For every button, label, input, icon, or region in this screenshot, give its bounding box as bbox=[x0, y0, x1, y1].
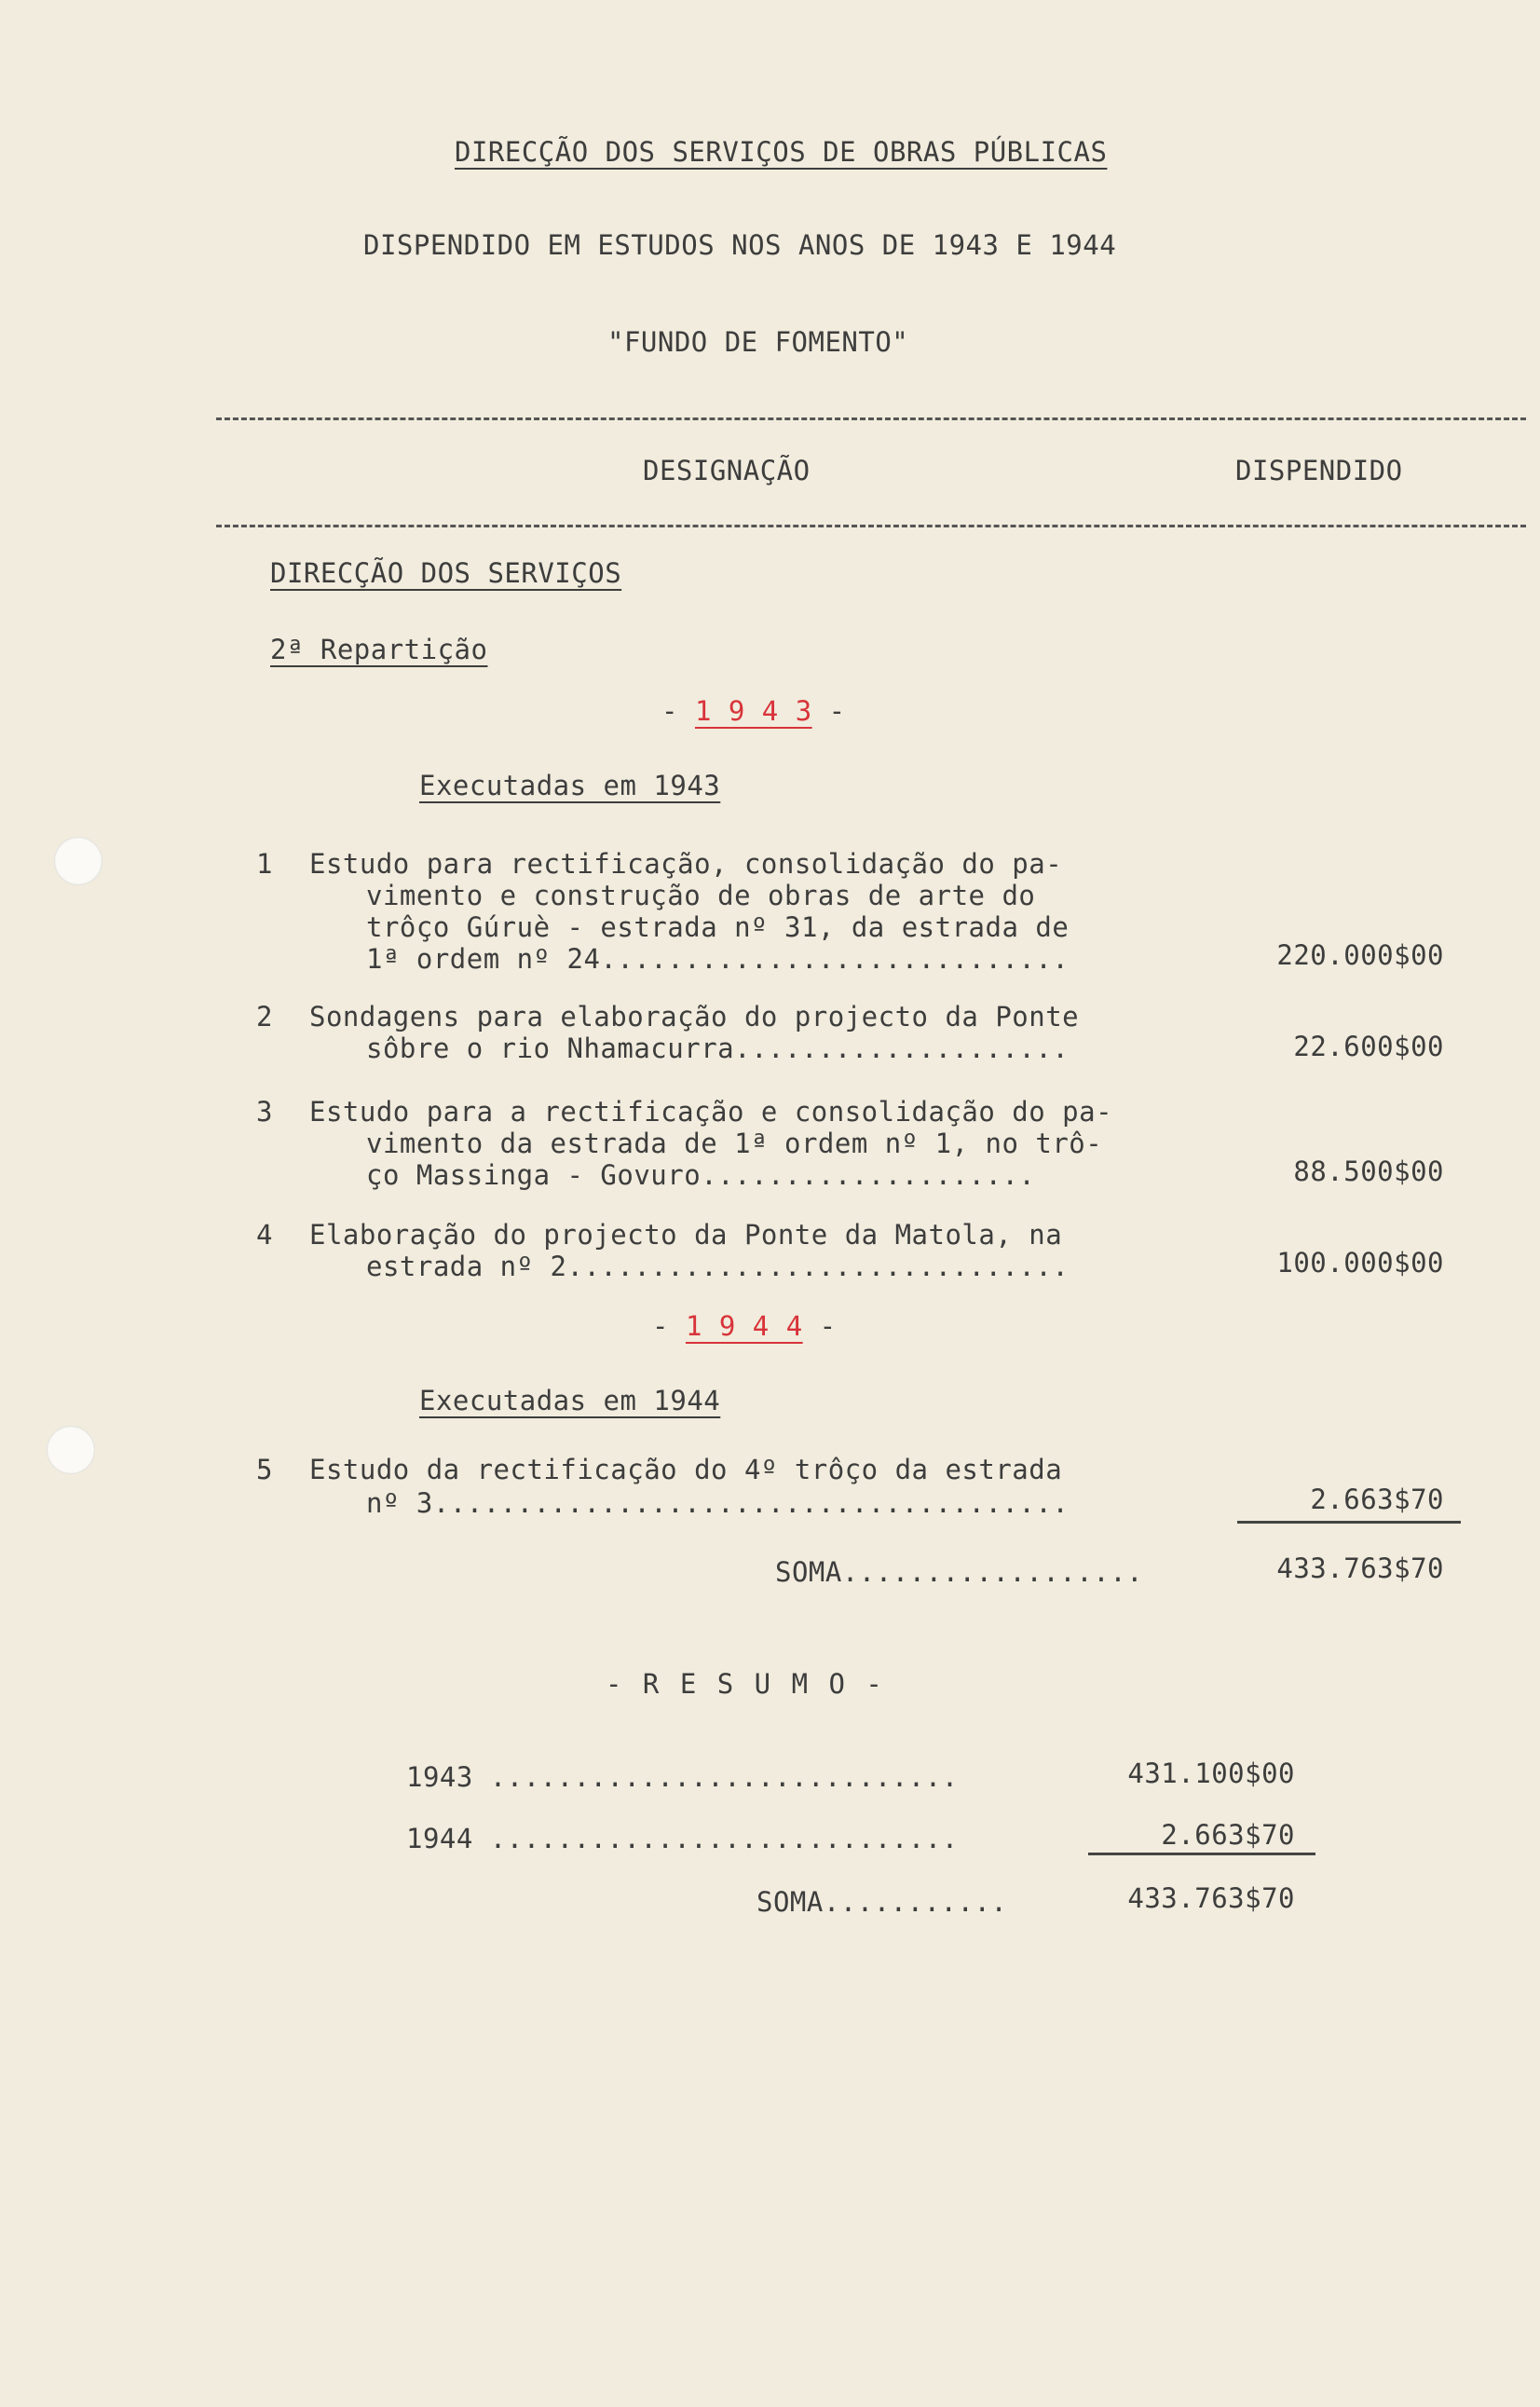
year-heading-1943: - 1 9 4 3 - bbox=[661, 695, 846, 727]
column-header-designation: DESIGNAÇÃO bbox=[643, 455, 811, 486]
year-heading-1944: - 1 9 4 4 - bbox=[652, 1310, 837, 1342]
total-label: SOMA.................. bbox=[775, 1556, 1144, 1588]
table-top-rule bbox=[216, 417, 1526, 420]
item-number: 4 bbox=[256, 1219, 273, 1251]
summary-sum-amount: 433.763$70 bbox=[1127, 1882, 1295, 1914]
table-header-rule bbox=[216, 525, 1526, 527]
total-amount: 433.763$70 bbox=[1276, 1552, 1444, 1584]
summary-title: - R E S U M O - bbox=[606, 1668, 883, 1700]
document-title: DIRECÇÃO DOS SERVIÇOS DE OBRAS PÚBLICAS bbox=[455, 136, 1108, 168]
item-line: ço Massinga - Govuro.................... bbox=[366, 1159, 1036, 1191]
item-amount: 100.000$00 bbox=[1276, 1247, 1444, 1279]
item-number: 3 bbox=[256, 1096, 273, 1128]
item-number: 5 bbox=[256, 1454, 273, 1485]
item-line: Sondagens para elaboração do projecto da Ponte bbox=[309, 1001, 1080, 1033]
item-amount: 220.000$00 bbox=[1276, 939, 1444, 971]
summary-sum-label: SOMA........... bbox=[756, 1886, 1008, 1918]
item-amount: 88.500$00 bbox=[1293, 1156, 1444, 1187]
item-line: trôço Gúruè - estrada nº 31, da estrada de bbox=[366, 911, 1070, 943]
item-line: Elaboração do projecto da Ponte da Matola, na bbox=[309, 1219, 1063, 1251]
item-line: Estudo para rectificação, consolidação do pa- bbox=[309, 848, 1063, 880]
punch-hole bbox=[47, 1426, 95, 1474]
department-label: 2ª Repartição bbox=[270, 634, 488, 665]
summary-row-amount: 2.663$70 bbox=[1161, 1819, 1295, 1851]
item-amount: 22.600$00 bbox=[1293, 1031, 1444, 1062]
item-line: vimento da estrada de 1ª ordem nº 1, no trô- bbox=[366, 1128, 1103, 1159]
item-line: vimento e construção de obras de arte do bbox=[366, 880, 1036, 911]
executed-1944-label: Executadas em 1944 bbox=[419, 1385, 721, 1416]
punch-hole bbox=[54, 837, 102, 885]
sum-rule bbox=[1237, 1521, 1461, 1524]
item-line: 1ª ordem nº 24............................ bbox=[366, 943, 1070, 975]
item-line: nº 3...................................... bbox=[366, 1487, 1070, 1519]
summary-row-label: 1944 ............................ bbox=[406, 1823, 959, 1854]
column-header-spent: DISPENDIDO bbox=[1235, 455, 1403, 486]
summary-row-label: 1943 ............................ bbox=[406, 1761, 959, 1793]
item-line: sôbre o rio Nhamacurra.................... bbox=[366, 1033, 1070, 1064]
fund-name: "FUNDO DE FOMENTO" bbox=[607, 326, 909, 358]
item-amount: 2.663$70 bbox=[1310, 1484, 1444, 1515]
item-number: 2 bbox=[256, 1001, 273, 1033]
item-number: 1 bbox=[256, 848, 273, 880]
item-line: Estudo da rectificação do 4º trôço da estrada bbox=[309, 1454, 1063, 1485]
summary-sum-rule bbox=[1088, 1853, 1315, 1855]
executed-1943-label: Executadas em 1943 bbox=[419, 770, 721, 801]
section-title: DIRECÇÃO DOS SERVIÇOS bbox=[270, 557, 622, 589]
item-line: Estudo para a rectificação e consolidação do pa- bbox=[309, 1096, 1113, 1128]
document-subtitle: DISPENDIDO EM ESTUDOS NOS ANOS DE 1943 E 1944 bbox=[363, 229, 1117, 261]
summary-row-amount: 431.100$00 bbox=[1127, 1757, 1295, 1789]
item-line: estrada nº 2.............................. bbox=[366, 1251, 1070, 1282]
